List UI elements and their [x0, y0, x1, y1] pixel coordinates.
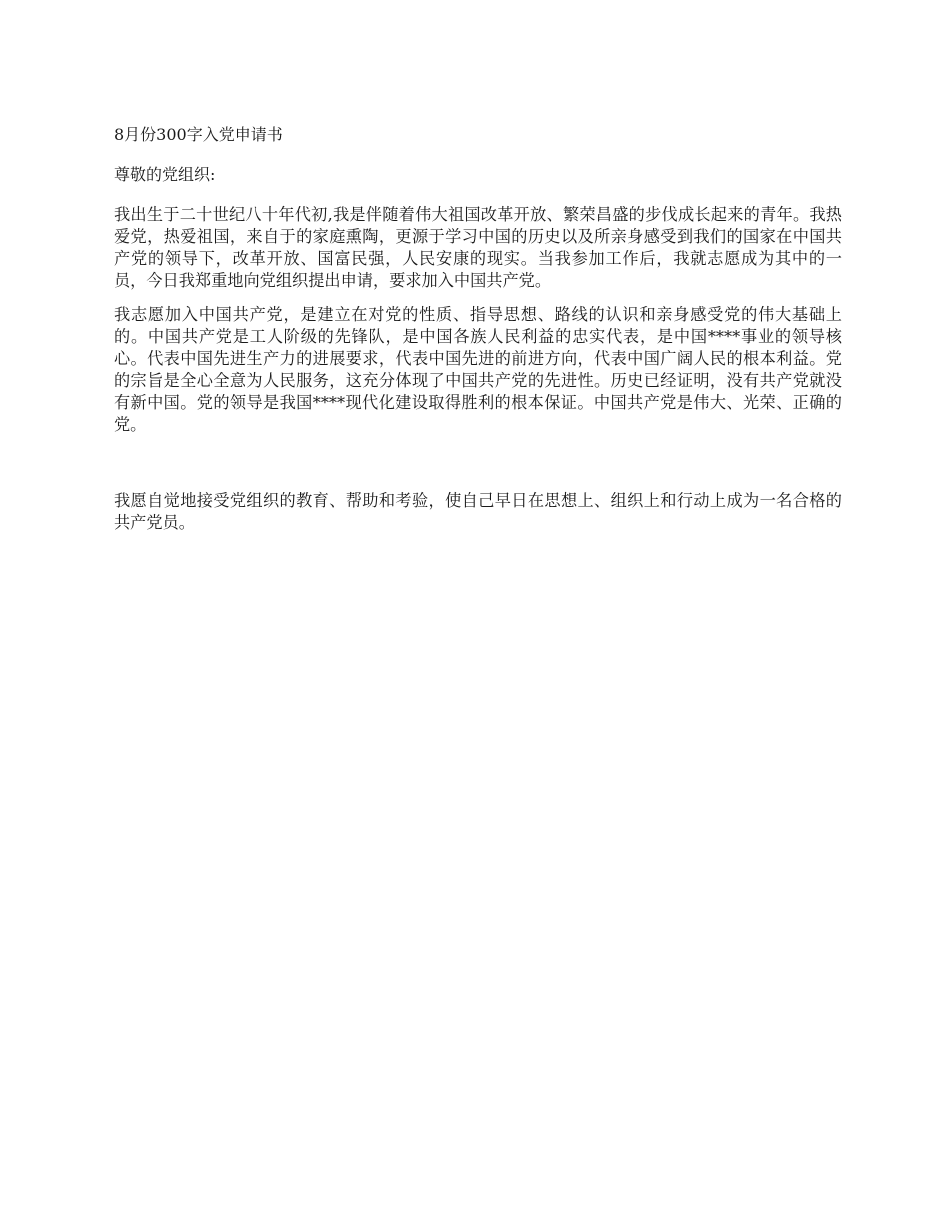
salutation: 尊敬的党组织: [114, 165, 216, 184]
paragraph-2: 我志愿加入中国共产党，是建立在对党的性质、指导思想、路线的认识和亲身感受党的伟大基础上的。中国共产党是工人阶级的先锋队，是中国各族人民利益的忠实代表，是中国****事业的领导核心。代表中国先进生产力的进展要求，代表中国先进的前进方向，代表中国广阔人民的根本利益。党的宗旨是全心全意为人民服务，这充分体现了中国共产党的先进性。历史已经证明，没有共产党就没有新中国。党的领导是我国****现代化建设取得胜利的根本保证。中国共产党是伟大、光荣、正确的党。 [114, 305, 842, 434]
paragraph-1: 我出生于二十世纪八十年代初,我是伴随着伟大祖国改革开放、繁荣昌盛的步伐成长起来的青年。我热爱党，热爱祖国，来自于的家庭熏陶，更源于学习中国的历史以及所亲身感受到我们的国家在中国共产党的领导下，改革开放、国富民强，人民安康的现实。当我参加工作后，我就志愿成为其中的一员，今日我郑重地向党组织提出申请，要求加入中国共产党。 [114, 205, 842, 290]
paragraph-spacer [114, 448, 842, 490]
document-title: 8月份300字入党申请书 [114, 125, 283, 144]
paragraph-3: 我愿自觉地接受党组织的教育、帮助和考验，使自己早日在思想上、组织上和行动上成为一名合格的共产党员。 [114, 491, 842, 532]
document-page [114, 124, 842, 546]
